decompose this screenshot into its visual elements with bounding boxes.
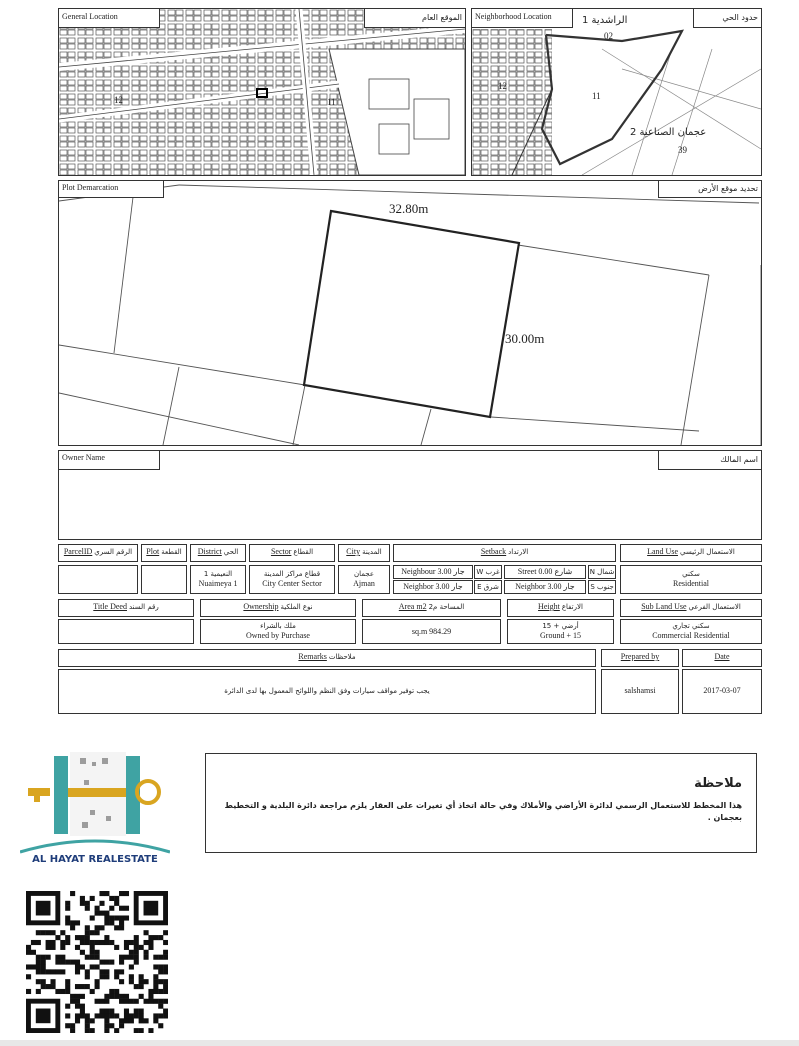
bottom-divider bbox=[0, 1040, 799, 1046]
owner-name-label-ar: اسم المالك bbox=[658, 450, 762, 470]
area-header: Area m2 المساحة م2 bbox=[362, 599, 501, 617]
remarks-text: يجب توفير مواقف سيارات وفق النظم واللوائح المعمول بها لدى الدائرة bbox=[58, 669, 596, 714]
setback-south-value: Neighbor 3.00 جار bbox=[504, 580, 586, 594]
brand-name: AL HAYAT REALESTATE bbox=[32, 854, 158, 865]
qr-code-graphic bbox=[26, 891, 168, 1033]
neighborhood-label-12: 12 bbox=[498, 81, 507, 91]
district-header: District الحي bbox=[190, 544, 246, 562]
sector-value: قطاع مراكز المدينة City Center Sector bbox=[249, 565, 335, 594]
qr-code bbox=[26, 891, 168, 1033]
general-map-label-12: 12 bbox=[114, 95, 123, 105]
height-header: Height الارتفاع bbox=[507, 599, 614, 617]
neighborhood-label-39: 39 bbox=[678, 145, 687, 155]
owner-name-label: Owner Name bbox=[58, 450, 160, 470]
plot-demarcation-panel bbox=[58, 180, 762, 446]
parcel-id-header: ParcelID الرقم السري bbox=[58, 544, 138, 562]
ownership-header: Ownership نوع الملكية bbox=[200, 599, 356, 617]
plot-demarcation-label: Plot Demarcation bbox=[58, 180, 164, 198]
remarks-header: Remarks ملاحظات bbox=[58, 649, 596, 667]
plot-demarcation-label-ar: تحديد موقع الأرض bbox=[658, 180, 762, 198]
setback-west-label: غرب W bbox=[474, 565, 502, 579]
title-deed-value bbox=[58, 619, 194, 644]
sector-header: Sector القطاع bbox=[249, 544, 335, 562]
neighborhood-label-rashidiya: الراشدية 1 bbox=[582, 15, 628, 26]
neighborhood-location-map-graphic bbox=[472, 9, 761, 175]
neighborhood-label-11: 11 bbox=[592, 91, 601, 101]
note-title: ملاحظة bbox=[694, 776, 742, 791]
setback-west-value: Neighbour 3.00 جار bbox=[393, 565, 473, 579]
land-use-header: Land Use الاستعمال الرئيسي bbox=[620, 544, 762, 562]
date-value: 2017-03-07 bbox=[682, 669, 762, 714]
title-deed-header: Title Deed رقم السند bbox=[58, 599, 194, 617]
setback-north-label: شمال N bbox=[588, 565, 616, 579]
land-use-value: سكني Residential bbox=[620, 565, 762, 594]
plot-number-value bbox=[141, 565, 187, 594]
general-location-label-ar: الموقع العام bbox=[364, 8, 466, 28]
neighborhood-label-02: 02 bbox=[604, 31, 613, 41]
sub-land-use-value: سكني تجاري Commercial Residential bbox=[620, 619, 762, 644]
date-header: Date bbox=[682, 649, 762, 667]
setback-north-value: Street 0.00 شارع bbox=[504, 565, 586, 579]
neighborhood-label-industrial: عجمان الصناعية 2 bbox=[630, 127, 707, 138]
neighborhood-location-label-ar: حدود الحي bbox=[693, 8, 762, 28]
sub-land-use-header: Sub Land Use الاستعمال الفرعي bbox=[620, 599, 762, 617]
prepared-by-value: salshamsi bbox=[601, 669, 679, 714]
prepared-by-header: Prepared by bbox=[601, 649, 679, 667]
note-text: هذا المخطط للاستعمال الرسمي لدائرة الأراضي والأملاك وفي حالة اتخاذ أي تغيرات على العقار يلزم مراجعة دائرة البلدية و التخطيط بعجمان . bbox=[224, 801, 742, 822]
plot-number-header: Plot القطعة bbox=[141, 544, 187, 562]
note-box bbox=[205, 753, 757, 853]
owner-name-panel bbox=[58, 450, 762, 540]
setback-header: Setback الارتداد bbox=[393, 544, 616, 562]
setback-east-label: شرق E bbox=[474, 580, 502, 594]
general-location-map bbox=[58, 8, 466, 176]
city-header: City المدينة bbox=[338, 544, 390, 562]
area-value: sq.m 984.29 bbox=[362, 619, 501, 644]
plot-demarcation-drawing bbox=[59, 181, 761, 445]
general-location-map-graphic bbox=[59, 9, 465, 175]
district-value: النعيمية 1 Nuaimeya 1 bbox=[190, 565, 246, 594]
city-value: عجمان Ajman bbox=[338, 565, 390, 594]
neighborhood-location-label: Neighborhood Location bbox=[471, 8, 573, 28]
general-location-label: General Location bbox=[58, 8, 160, 28]
brand-logo bbox=[20, 750, 170, 878]
neighborhood-location-map bbox=[471, 8, 762, 176]
parcel-id-value bbox=[58, 565, 138, 594]
general-map-label-11: 11 bbox=[327, 97, 336, 107]
setback-south-label: جنوب S bbox=[588, 580, 616, 594]
setback-east-value: Neighbor 3.00 جار bbox=[393, 580, 473, 594]
ownership-value: ملك بالشراء Owned by Purchase bbox=[200, 619, 356, 644]
plot-dimension-top: 32.80m bbox=[389, 201, 429, 216]
height-value: أرضي + 15 Ground + 15 bbox=[507, 619, 614, 644]
plot-dimension-side: 30.00m bbox=[505, 331, 545, 346]
